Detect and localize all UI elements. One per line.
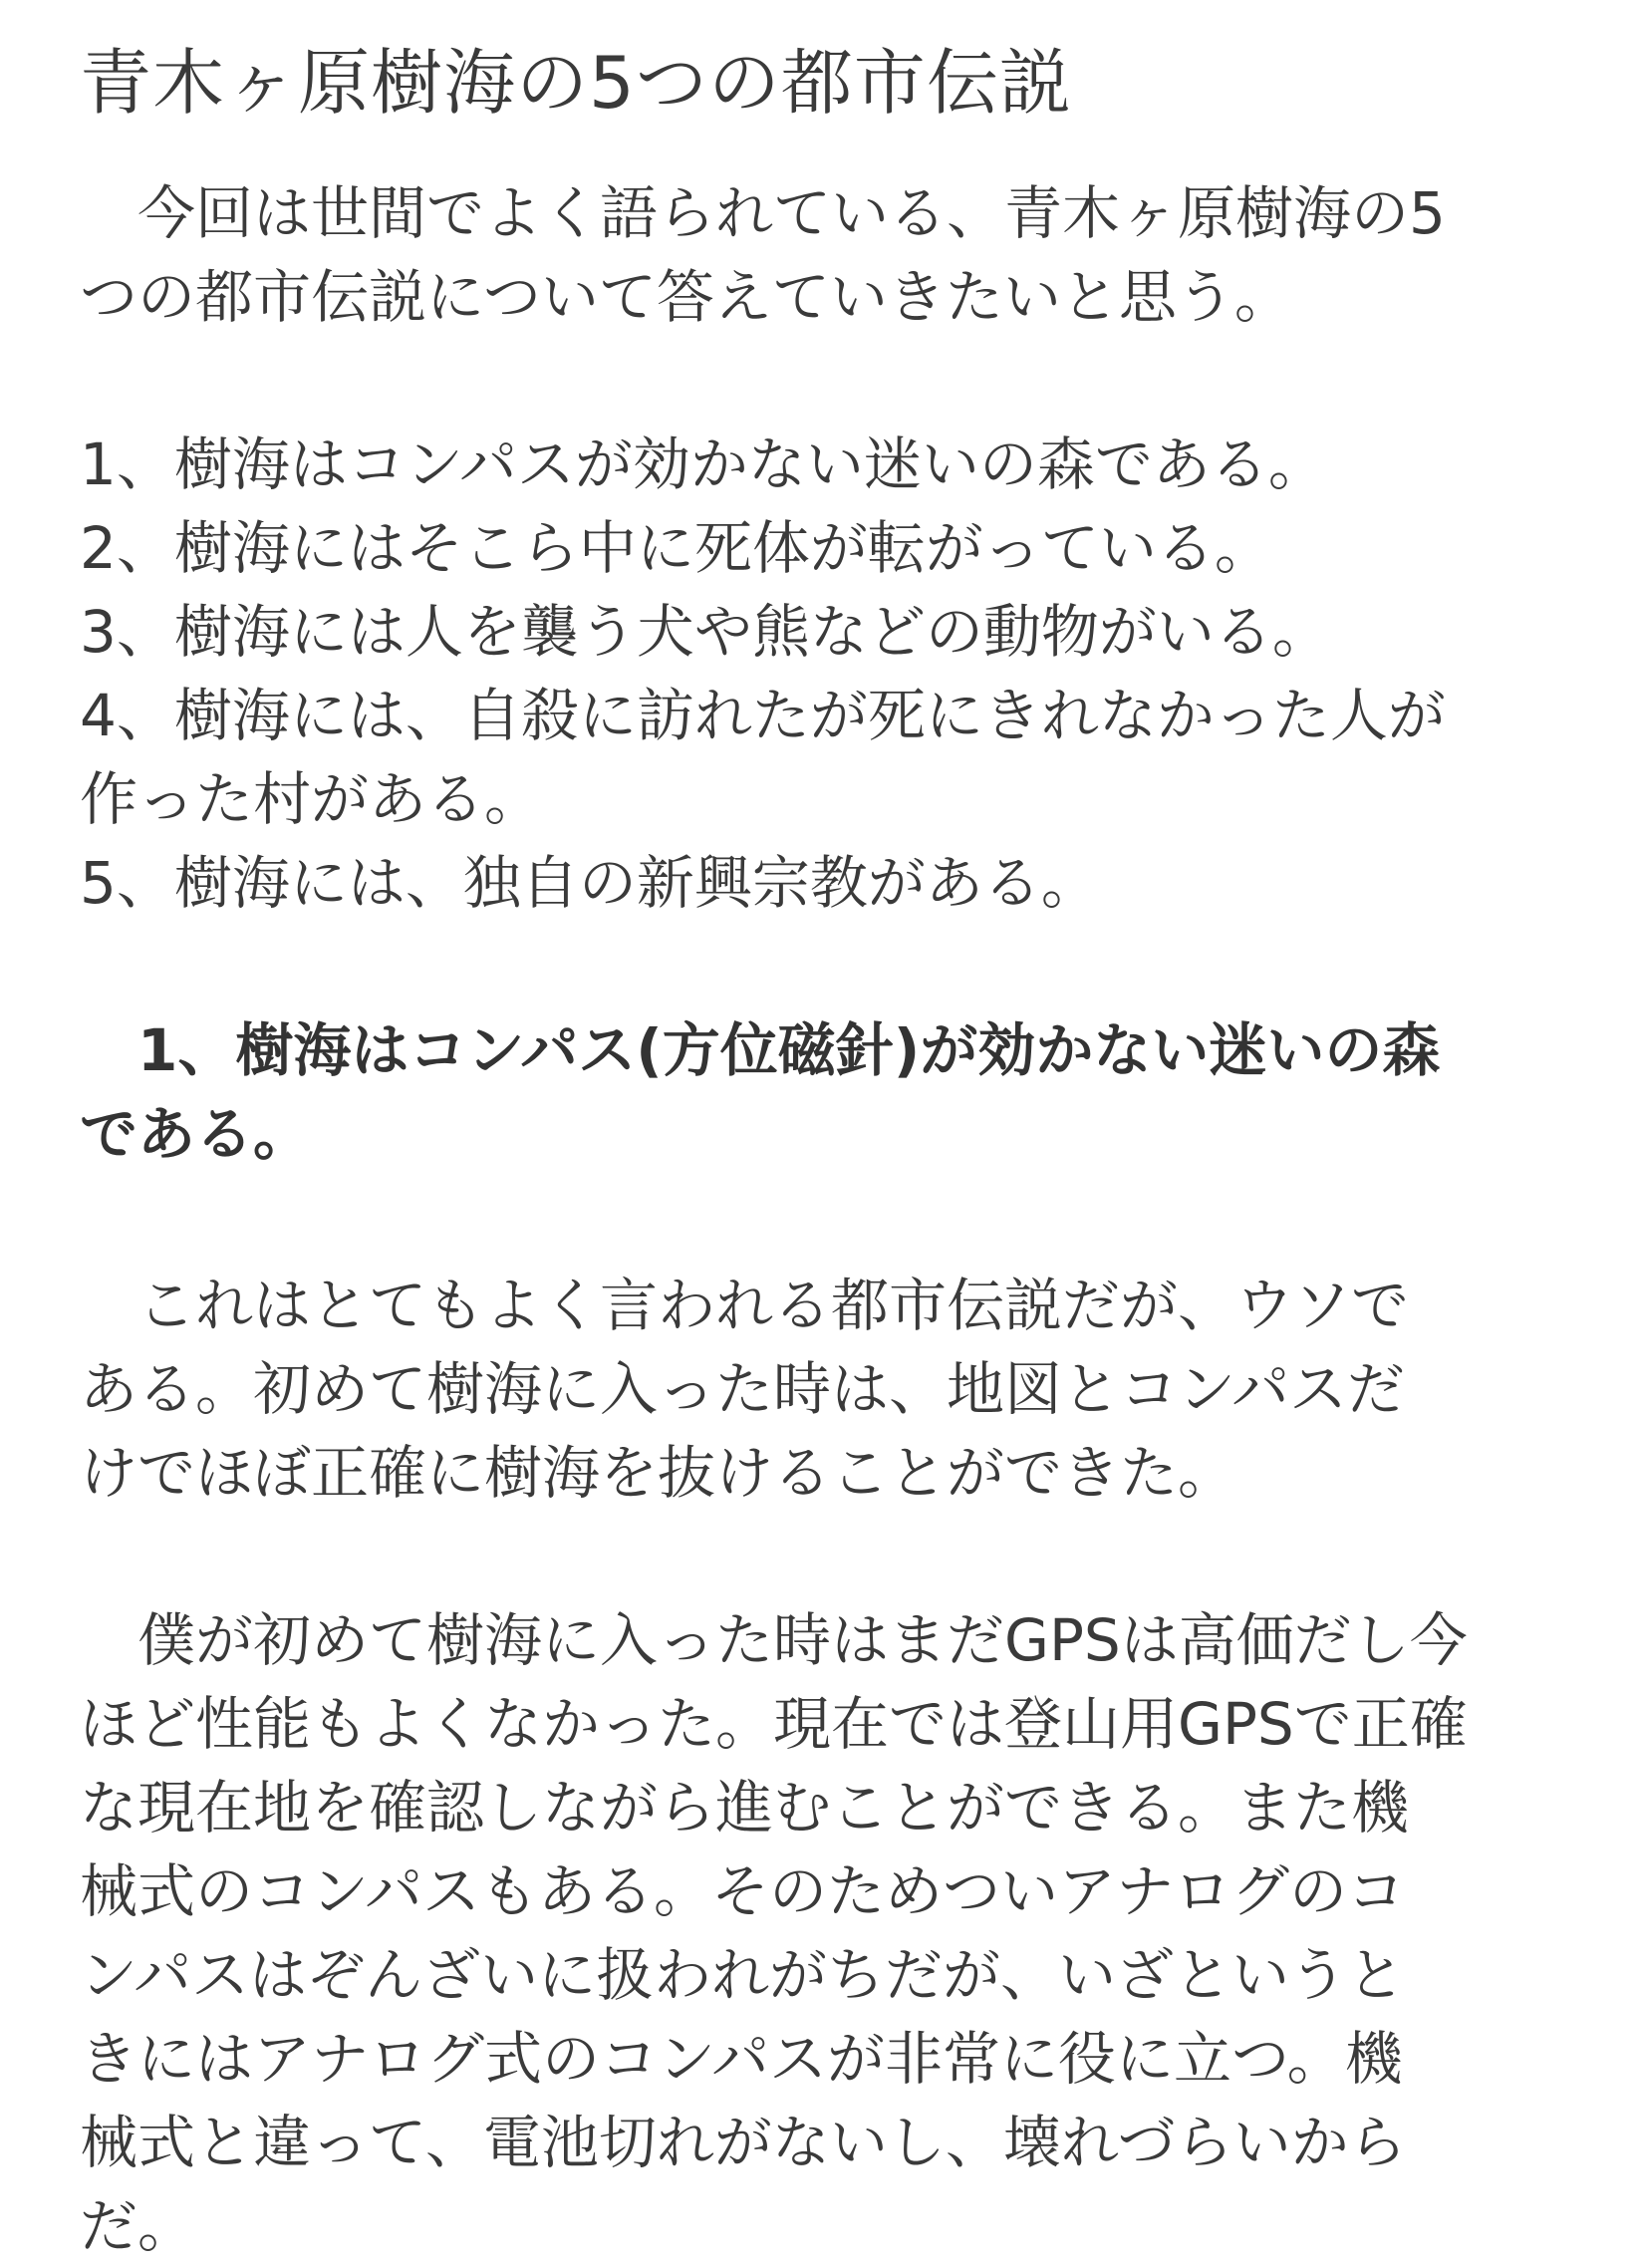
list-item: 4、樹海には、自殺に訪れたが死にきれなかった人が 作った村がある。 [80, 682, 1446, 833]
spacer [80, 1176, 1574, 1264]
list-item: 3、樹海には人を襲う犬や熊などの動物がいる。 [80, 598, 1330, 666]
list-item: 1、樹海はコンパスが効かない迷いの森である。 [80, 430, 1326, 498]
spacer [80, 925, 1574, 1008]
list-item: 5、樹海には、独自の新興宗教がある。 [80, 849, 1099, 917]
body-paragraph: これはとてもよく言われる都市伝説だが、ウソで ある。初めて樹海に入った時は、地図とコンパスだ けでほぼ正確に樹海を抜けることができた。 [80, 1272, 1410, 1507]
article-title: 青木ヶ原樹海の5つの都市伝説 [80, 41, 1072, 125]
intro-paragraph: 今回は世間でよく語られている、青木ヶ原樹海の5 つの都市伝説について答えていきたいと思う。 [80, 179, 1446, 331]
list-item: 2、樹海にはそこら中に死体が転がっている。 [80, 514, 1272, 582]
spacer [80, 138, 1574, 171]
urban-legends-list [80, 423, 1574, 925]
section-heading: 1、樹海はコンパス(方位磁針)が効かない迷いの森 である。 [80, 1016, 1441, 1168]
article [80, 28, 1574, 2268]
spacer [80, 1515, 1574, 1598]
spacer [80, 339, 1574, 423]
body-paragraph: 僕が初めて樹海に入った時はまだGPSは高価だし今 ほど性能もよくなかった。現在では登山用GPSで正確 な現在地を確認しながら進むことができる。また機 械式のコンパスもある。そのためついアナログのコ ンパスはぞんざいに扱われがちだが、いざというと きにはアナログ式のコンパスが非常に役に立つ。機 械式と違って、電池切れがないし、壊れづらいから だ。 [80, 1606, 1468, 2260]
